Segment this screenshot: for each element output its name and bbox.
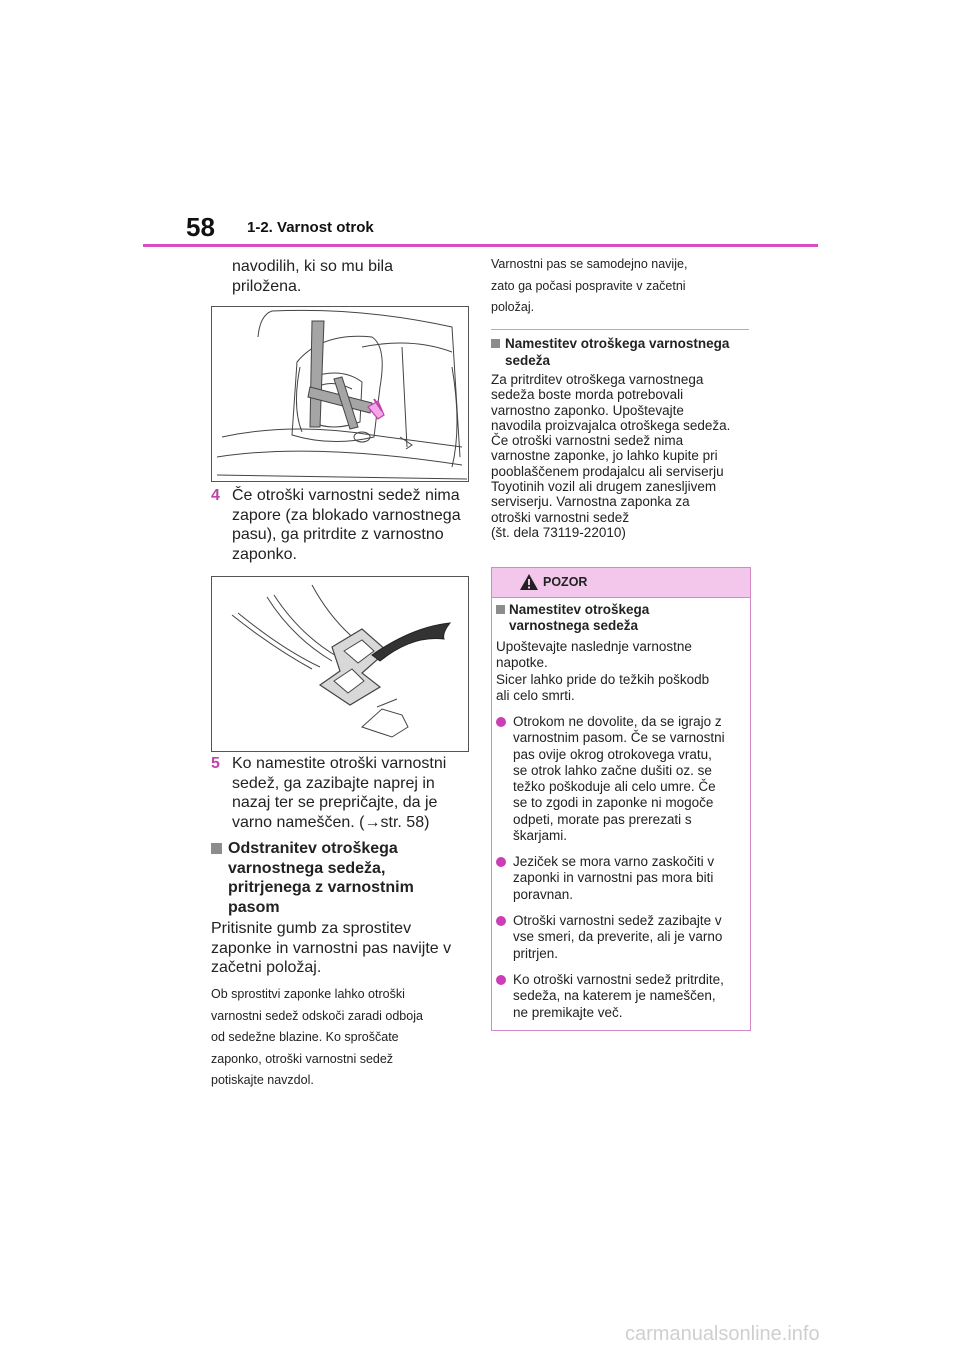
step-5-line: nazaj ter se prepričajte, da je xyxy=(232,794,438,811)
caution-bullet-line: odpeti, morate pas prerezati s xyxy=(513,811,692,827)
caution-intro xyxy=(496,639,746,704)
bullet-dot-icon xyxy=(496,717,506,727)
caution-bullet-line: pritrjen. xyxy=(513,945,559,961)
caution-bullet xyxy=(496,714,750,844)
divider xyxy=(491,329,749,330)
removal-note-line: od sedežne blazine. Ko sproščate xyxy=(211,1030,399,1044)
retract-note-line: zato ga počasi pospravite v začetni xyxy=(491,278,686,293)
removal-heading-line: pasom xyxy=(228,898,280,916)
bullet-dot-icon xyxy=(496,857,506,867)
caution-bullet-line: se to zgodi in zaponke ni mogoče xyxy=(513,795,714,811)
clip-text-line: pooblaščenem prodajalcu ali serviserju xyxy=(491,463,724,479)
intro-line: priložena. xyxy=(232,277,302,295)
page-number: 58 xyxy=(186,212,215,242)
caution-bullet-line: se otrok lahko začne dušiti oz. se xyxy=(513,762,712,778)
section-title: 1-2. Varnost otrok xyxy=(247,219,374,236)
watermark: carmanualsonline.info xyxy=(625,1323,820,1345)
step-5 xyxy=(211,754,471,832)
section-square-icon xyxy=(491,339,500,348)
step-4-line: Če otroški varnostni sedež nima xyxy=(232,487,460,504)
caution-bullet-line: pas ovije okrog otrokovega vratu, xyxy=(513,746,712,762)
locking-clip-drawing xyxy=(212,577,468,751)
locking-clip-illustration xyxy=(211,576,469,752)
removal-heading-line: pritrjenega z varnostnim xyxy=(228,879,414,896)
clip-heading-line: sedeža xyxy=(505,353,551,368)
warning-triangle-icon xyxy=(519,573,539,591)
intro-text xyxy=(232,257,393,296)
caution-title: POZOR xyxy=(543,575,588,589)
caution-bullet-line: poravnan. xyxy=(513,886,574,902)
removal-text-line: Pritisnite gumb za sprostitev xyxy=(211,920,412,937)
step-4-line: pasu), ga pritrdite z varnostno xyxy=(232,526,444,543)
clip-text-line: navodila proizvajalca otroškega sedeža. xyxy=(491,417,731,433)
step-5-line: Ko namestite otroški varnostni xyxy=(232,755,447,772)
clip-text-line: otroški varnostni sedež xyxy=(491,509,630,525)
step-5-line: sedež, ga zazibajte naprej in xyxy=(232,774,435,792)
bullet-dot-icon xyxy=(496,916,506,926)
caution-intro-line: ali celo smrti. xyxy=(496,687,575,703)
header-rule xyxy=(143,244,818,247)
intro-line: navodilih, ki so mu bila xyxy=(232,258,393,275)
caution-intro-line: Sicer lahko pride do težkih poškodb xyxy=(496,671,710,687)
bullet-dot-icon xyxy=(496,975,506,985)
clip-text-line: sedeža boste morda potrebovali xyxy=(491,387,684,403)
caution-heading xyxy=(496,602,746,633)
step-5-line: varno nameščen. (→str. 58) xyxy=(232,813,430,831)
caution-intro-line: napotke. xyxy=(496,655,548,671)
caution-bullet-line: ne premikajte več. xyxy=(513,1004,623,1020)
caution-bullet xyxy=(496,854,750,903)
section-square-icon xyxy=(211,843,222,854)
caution-intro-line: Upoštevajte naslednje varnostne xyxy=(496,639,692,654)
caution-bullet xyxy=(496,972,750,1021)
removal-note-line: potiskajte navzdol. xyxy=(211,1073,314,1087)
caution-bullet-line: Otrokom ne dovolite, da se igrajo z xyxy=(513,714,722,729)
removal-note-line: varnostni sedež odskoči zaradi odboja xyxy=(211,1008,423,1023)
caution-bullet-line: varnostnim pasom. Če se varnostni xyxy=(513,730,725,746)
clip-heading-line: Namestitev otroškega varnostnega xyxy=(505,336,730,351)
step-4-line: zapore (za blokado varnostnega xyxy=(232,506,461,524)
clip-text-line: Za pritrditev otroškega varnostnega xyxy=(491,372,704,387)
removal-text-line: zaponke in varnostni pas navijte v xyxy=(211,939,452,957)
retract-note-line: položaj. xyxy=(491,300,535,314)
caution-heading-line: Namestitev otroškega xyxy=(509,602,650,617)
caution-bullet-line: škarjami. xyxy=(513,828,568,844)
removal-text xyxy=(211,919,471,978)
child-seat-drawing xyxy=(212,307,468,481)
retract-note-line: Varnostni pas se samodejno navije, xyxy=(491,257,688,271)
caution-bullet-line: sedeža, na katerem je nameščen, xyxy=(513,988,716,1004)
step-4-line: zaponko. xyxy=(232,545,297,563)
caution-bullet-line: Otroški varnostni sedež zazibajte v xyxy=(513,913,722,928)
removal-text-line: začetni položaj. xyxy=(211,959,322,976)
caution-heading-line: varnostnega sedeža xyxy=(509,617,639,633)
step-5-number: 5 xyxy=(211,755,220,772)
removal-note xyxy=(211,984,471,1092)
retract-note xyxy=(491,254,751,319)
step-4-number: 4 xyxy=(211,487,220,504)
clip-text-line: varnostne zaponke, jo lahko kupite pri xyxy=(491,448,718,464)
clip-text-line: (št. dela 73119-22010) xyxy=(491,524,626,540)
step-4 xyxy=(211,486,471,564)
removal-heading-line: varnostnega sedeža, xyxy=(228,859,386,877)
clip-heading xyxy=(491,335,753,369)
removal-heading xyxy=(211,839,471,917)
caution-bullet xyxy=(496,913,750,962)
clip-text-line: serviserju. Varnostna zaponka za xyxy=(491,494,690,510)
caution-bullet-line: težko poškoduje ali celo umre. Če xyxy=(513,779,716,795)
removal-heading-line: Odstranitev otroškega xyxy=(228,840,398,857)
clip-text-line: Toyotinih vozil ali drugem zanesljivem xyxy=(491,479,717,495)
caution-bullet-line: vse smeri, da preverite, ali je varno xyxy=(513,929,723,945)
clip-text-line: Če otroški varnostni sedež nima xyxy=(491,433,684,449)
clip-text-line: varnostno zaponko. Upoštevajte xyxy=(491,402,684,418)
section-square-icon xyxy=(496,605,505,614)
caution-bullet-line: zaponki in varnostni pas mora biti xyxy=(513,870,714,886)
removal-note-line: Ob sprostitvi zaponke lahko otroški xyxy=(211,987,405,1001)
caution-bullet-line: Jeziček se mora varno zaskočiti v xyxy=(513,854,715,869)
removal-note-line: zaponko, otroški varnostni sedež xyxy=(211,1051,394,1066)
child-seat-illustration xyxy=(211,306,469,482)
clip-text xyxy=(491,372,753,540)
caution-bullet-line: Ko otroški varnostni sedež pritrdite, xyxy=(513,972,724,987)
caution-header xyxy=(492,568,750,598)
caution-box xyxy=(491,567,751,1031)
